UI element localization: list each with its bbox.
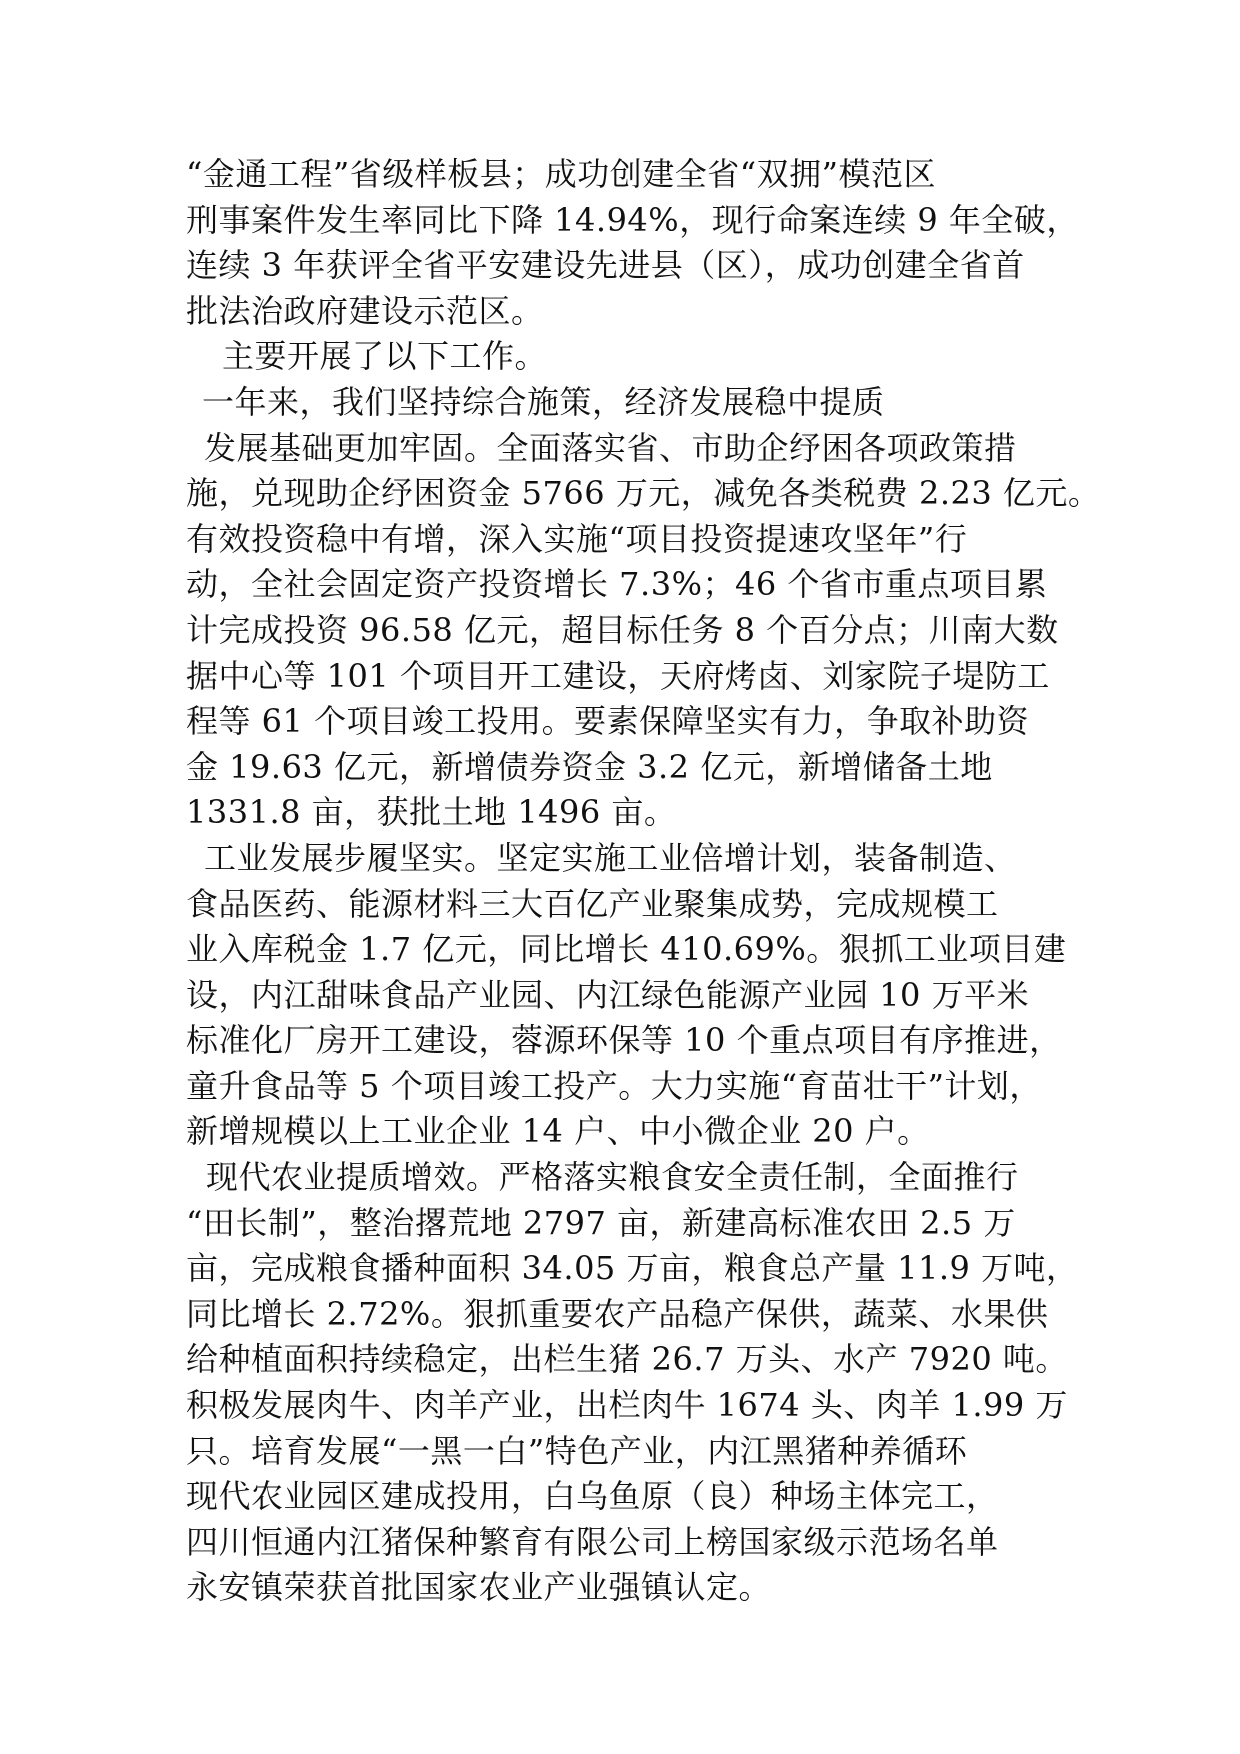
text-line: 批法治政府建设示范区。 (186, 291, 544, 330)
text-line: 新增规模以上工业企业 14 户、中小微企业 20 户。 (186, 1112, 930, 1151)
text-line: 标准化厂房开工建设，蓉源环保等 10 个重点项目有序推进， (186, 1021, 1062, 1060)
text-line: 业入库税金 1.7 亿元，同比增长 410.69%。狠抓工业项目建 (186, 930, 1067, 969)
text-line: 金 19.63 亿元，新增债券资金 3.2 亿元，新增储备土地 (186, 747, 993, 786)
text-line: 现代农业提质增效。严格落实粮食安全责任制，全面推行 (206, 1158, 1019, 1197)
text-line: 连续 3 年获评全省平安建设先进县（区），成功创建全省首 (186, 246, 1025, 285)
body-text (186, 152, 1101, 1611)
text-line: 据中心等 101 个项目开工建设，天府烤卤、刘家院子堤防工 (186, 656, 1050, 695)
text-line: 童升食品等 5 个项目竣工投产。大力实施“育苗壮干”计划， (186, 1066, 1042, 1105)
text-line: 四川恒通内江猪保种繁育有限公司上榜国家级示范场名单 (186, 1522, 999, 1561)
text-line: 程等 61 个项目竣工投用。要素保障坚实有力，争取补助资 (186, 702, 1030, 741)
text-line: 刑事案件发生率同比下降 14.94%，现行命案连续 9 年全破， (186, 200, 1079, 239)
text-line: 积极发展肉牛、肉羊产业，出栏肉牛 1674 头、肉羊 1.99 万 (186, 1386, 1068, 1425)
text-line: 同比增长 2.72%。狠抓重要农产品稳产保供，蔬菜、水果供 (186, 1294, 1049, 1333)
text-line: 主要开展了以下工作。 (222, 337, 548, 376)
text-line: 有效投资稳中有增，深入实施“项目投资提速攻坚年”行 (186, 519, 968, 558)
text-line: 工业发展步履坚实。坚定实施工业倍增计划，装备制造、 (204, 838, 1017, 877)
text-line: “田长制”，整治撂荒地 2797 亩，新建高标准农田 2.5 万 (186, 1203, 1016, 1242)
text-line: 动，全社会固定资产投资增长 7.3%；46 个省市重点项目累 (186, 565, 1048, 604)
text-line: 现代农业园区建成投用，白乌鱼原（良）种场主体完工， (186, 1477, 999, 1516)
text-line: 给种植面积持续稳定，出栏生猪 26.7 万头、水产 7920 吨。 (186, 1340, 1068, 1379)
text-line: 一年来，我们坚持综合施策，经济发展稳中提质 (202, 382, 885, 421)
text-line: 施，兑现助企纾困资金 5766 万元，减免各类税费 2.23 亿元。 (186, 474, 1101, 513)
text-line: 亩，完成粮食播种面积 34.05 万亩，粮食总产量 11.9 万吨， (186, 1249, 1079, 1288)
text-line: 发展基础更加牢固。全面落实省、市助企纾困各项政策措 (204, 428, 1017, 467)
text-line: 设，内江甜味食品产业园、内江绿色能源产业园 10 万平米 (186, 975, 1030, 1014)
text-line: 只。培育发展“一黑一白”特色产业，内江黑猪种养循环 (186, 1431, 968, 1470)
text-line: “金通工程”省级样板县；成功创建全省“双拥”模范区 (186, 155, 936, 193)
text-line: 计完成投资 96.58 亿元，超目标任务 8 个百分点；川南大数 (186, 610, 1059, 649)
text-line: 永安镇荣获首批国家农业产业强镇认定。 (186, 1568, 772, 1607)
text-line: 食品医药、能源材料三大百亿产业聚集成势，完成规模工 (186, 884, 999, 923)
text-line: 1331.8 亩，获批土地 1496 亩。 (186, 793, 677, 832)
